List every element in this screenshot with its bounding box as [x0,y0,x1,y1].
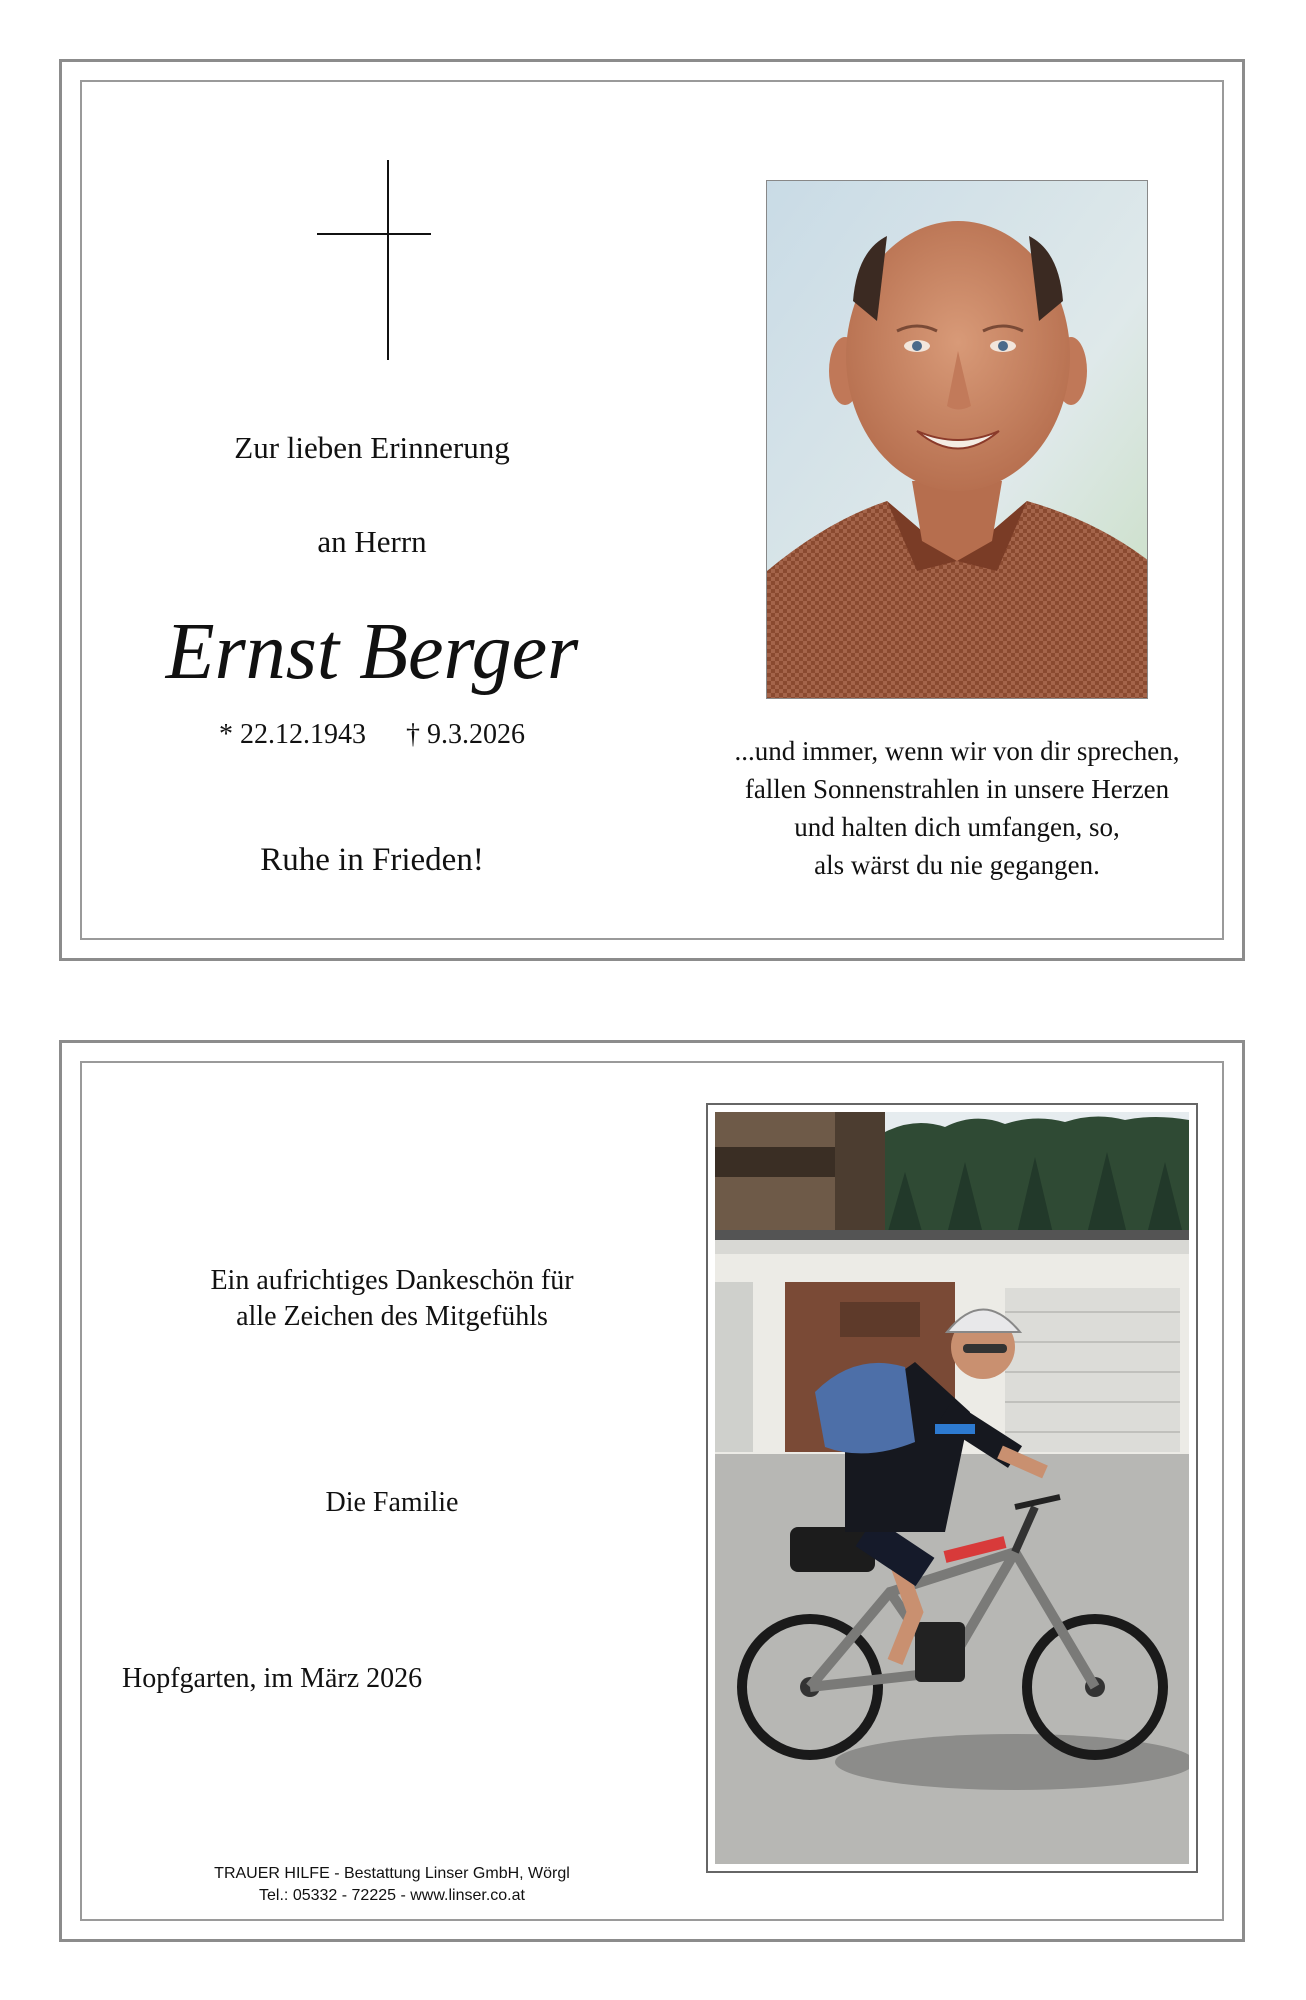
life-dates [122,719,622,751]
birth-date: * 22.12.1943 [219,719,366,750]
footer-line: Tel.: 05332 - 72225 - www.linser.co.at [259,1887,525,1904]
poem-line: ...und immer, wenn wir von dir sprechen, [734,736,1180,766]
memorial-heading: Zur lieben Erinnerung [234,430,510,465]
back-card [59,1040,1245,1942]
funeral-home-footer [122,1863,662,1907]
cyclist-photo [715,1112,1189,1864]
footer-line: TRAUER HILFE - Bestattung Linser GmbH, Wörgl [214,1865,570,1882]
deceased-name: Ernst Berger [165,608,579,696]
front-card [59,59,1245,961]
back-card-inner-border [80,1061,1224,1921]
poem-line: fallen Sonnenstrahlen in unsere Herzen [744,774,1170,804]
thanks-text [122,1263,662,1335]
death-date: † 9.3.2026 [406,719,525,750]
cyclist-photo-frame [706,1103,1198,1873]
thanks-line: Ein aufrichtiges Dankeschön für [210,1265,574,1296]
family-signature: Die Familie [325,1487,459,1518]
front-card-inner-border [80,80,1224,940]
farewell-text: Ruhe in Frieden! [260,842,484,878]
poem-line: und halten dich umfangen, so, [794,812,1120,842]
poem [682,732,1232,884]
place-date: Hopfgarten, im März 2026 [122,1663,423,1694]
portrait-photo [766,180,1148,699]
poem-line: als wärst du nie gegangen. [814,850,1100,880]
thanks-line: alle Zeichen des Mitgefühls [236,1301,548,1332]
salutation: an Herrn [317,524,427,559]
